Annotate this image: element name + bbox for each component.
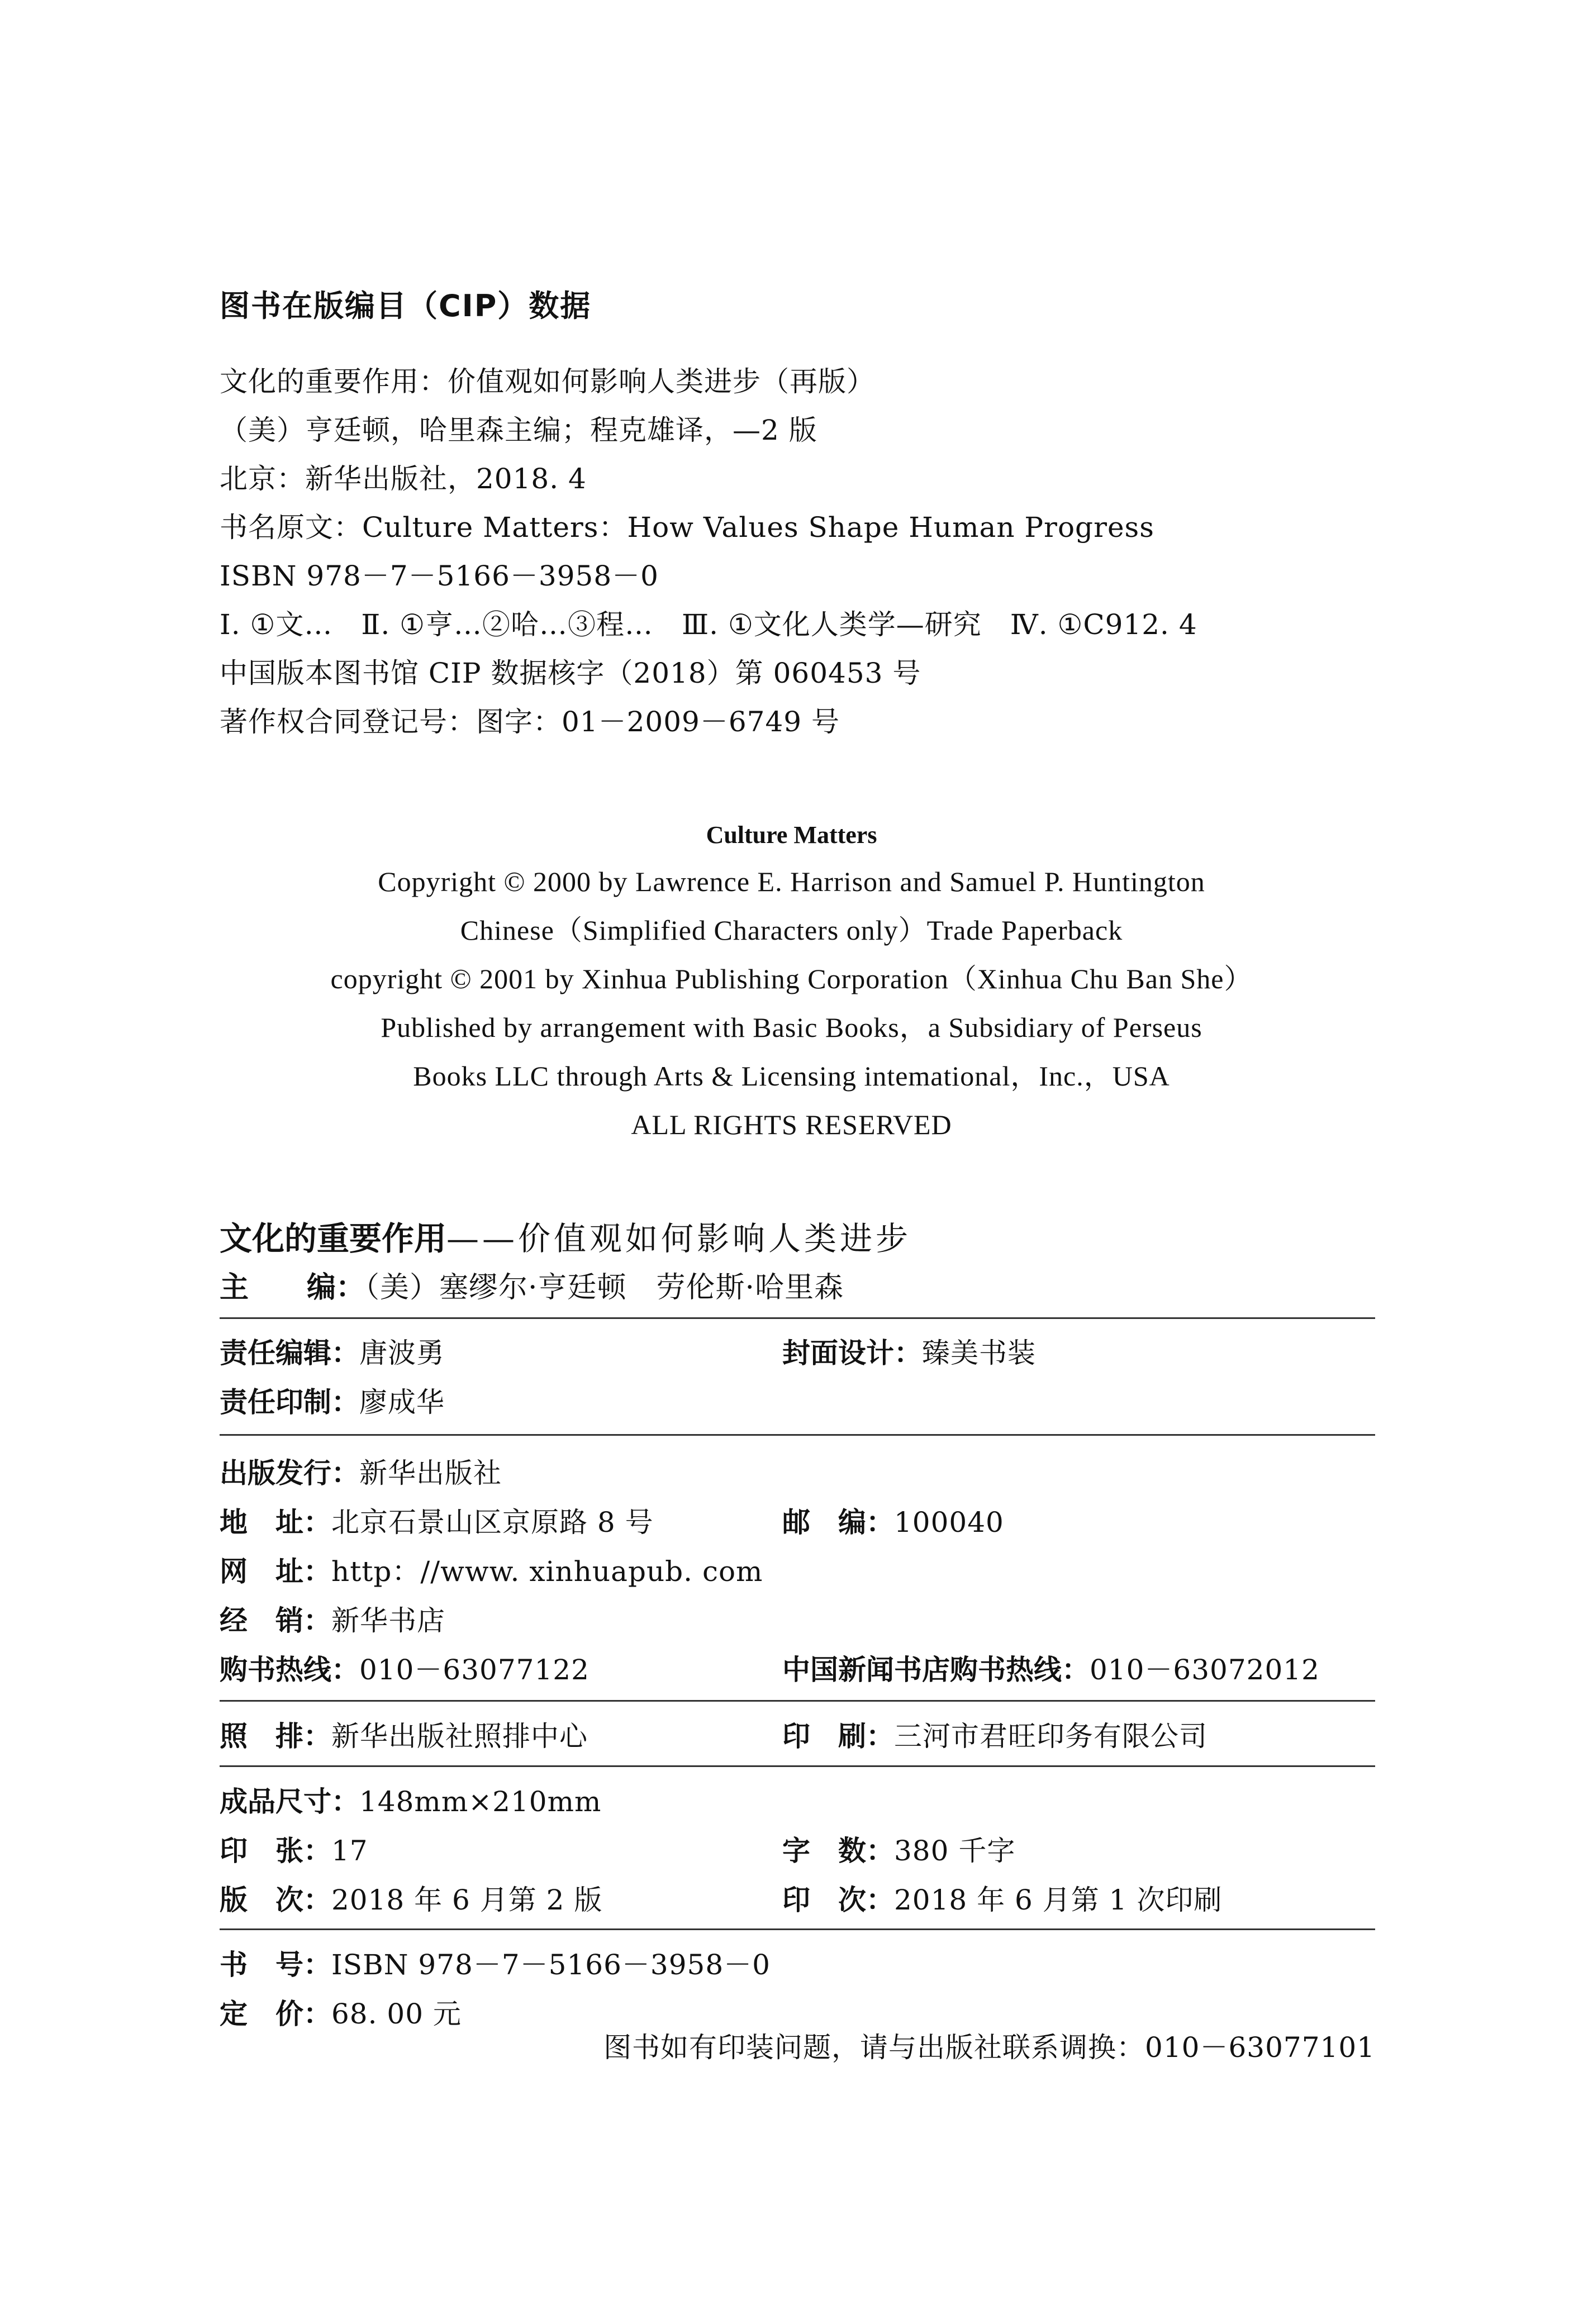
cip-copyright-registration-line: 著作权合同登记号：图字：01－2009－6749 号: [220, 706, 840, 738]
hotline: [220, 1647, 590, 1688]
editors-row: [220, 1264, 844, 1306]
editors-value: （美）塞缪尔·亨廷顿 劳伦斯·哈里森: [365, 1271, 844, 1304]
field-value: 148mm×210mm: [359, 1785, 602, 1818]
copyright-line: Chinese（Simplified Characters only）Trade Paperback: [460, 915, 1123, 946]
field-value: 100040: [894, 1506, 1004, 1539]
field-label: 成品尺寸：: [220, 1785, 359, 1818]
field-value: 新华书店: [331, 1604, 445, 1637]
field-value: http：//www. xinhuapub. com: [331, 1555, 763, 1588]
field-value: 2018 年 6 月第 2 版: [331, 1884, 603, 1916]
field-value: 唐波勇: [359, 1337, 445, 1369]
field-label: 定 价：: [220, 1998, 331, 2030]
website: [220, 1549, 763, 1589]
print-manager: [220, 1380, 445, 1420]
edition: [220, 1878, 602, 1918]
field-label: 印 张：: [220, 1835, 331, 1867]
divider: [220, 1434, 1375, 1436]
printed-sheets: [220, 1828, 368, 1869]
copyright-line: Books LLC through Arts & Licensing intemational，Inc.，USA: [413, 1060, 1170, 1092]
field-value: 2018 年 6 月第 1 次印刷: [894, 1884, 1223, 1916]
field-value: 68. 00 元: [331, 1998, 462, 2030]
address: [220, 1500, 654, 1540]
isbn: [220, 1942, 771, 1983]
printer: [782, 1714, 1208, 1754]
book-title-sub: ——价值观如何影响人类进步: [446, 1220, 912, 1258]
cip-title-line: 文化的重要作用：价值观如何影响人类进步（再版）: [220, 365, 875, 398]
cip-original-title-line: 书名原文：Culture Matters：How Values Shape Human Progress: [220, 511, 1154, 544]
editors-label: 主 编：: [220, 1271, 365, 1304]
copyright-line: ALL RIGHTS RESERVED: [631, 1109, 952, 1140]
field-label: 出版发行：: [220, 1457, 359, 1489]
postcode: [782, 1500, 1004, 1540]
field-value: 新华出版社照排中心: [331, 1720, 588, 1752]
field-value: 010－63072012: [1090, 1654, 1320, 1686]
field-label: 购书热线：: [220, 1654, 359, 1686]
cip-record: [220, 358, 1393, 746]
quality-notice: 图书如有印装问题，请与出版社联系调换：010－63077101: [603, 2031, 1375, 2064]
field-label: 网 址：: [220, 1555, 331, 1588]
field-label: 中国新闻书店购书热线：: [782, 1654, 1090, 1686]
copyright-line: copyright © 2001 by Xinhua Publishing Corporation（Xinhua Chu Ban She）: [330, 963, 1253, 994]
responsible-editor: [220, 1331, 445, 1371]
field-label: 书 号：: [220, 1949, 331, 1981]
field-value: 新华出版社: [359, 1457, 502, 1489]
field-value: 380 千字: [894, 1835, 1016, 1867]
field-label: 字 数：: [782, 1835, 894, 1867]
cip-classification-line: Ⅰ. ①文… Ⅱ. ①亨…②哈…③程… Ⅲ. ①文化人类学—研究 Ⅳ. ①C912. 4: [220, 608, 1197, 641]
cip-number-line: 中国版本图书馆 CIP 数据核字（2018）第 060453 号: [220, 657, 921, 689]
book-title-main: 文化的重要作用: [220, 1220, 447, 1258]
field-value: 臻美书装: [922, 1337, 1036, 1369]
cover-design: [782, 1331, 1036, 1371]
field-label: 地 址：: [220, 1506, 331, 1539]
original-title: Culture Matters: [706, 821, 877, 849]
field-label: 封面设计：: [782, 1337, 922, 1369]
field-label: 印 刷：: [782, 1720, 894, 1752]
field-value: 三河市君旺印务有限公司: [894, 1720, 1208, 1752]
impression: [782, 1878, 1222, 1918]
field-label: 照 排：: [220, 1720, 331, 1752]
finished-size: [220, 1779, 601, 1820]
field-value: ISBN 978－7－5166－3958－0: [331, 1949, 771, 1981]
field-label: 印 次：: [782, 1884, 894, 1916]
cip-publisher-line: 北京：新华出版社，2018. 4: [220, 463, 587, 495]
cn-bookstore-hotline: [782, 1647, 1320, 1688]
field-label: 邮 编：: [782, 1506, 894, 1539]
dealer: [220, 1598, 445, 1639]
field-value: 17: [331, 1835, 368, 1867]
copyright-notice: [0, 813, 1583, 1149]
field-label: 经 销：: [220, 1604, 331, 1637]
book-title: [220, 1212, 911, 1259]
price: [220, 1992, 462, 2032]
cip-heading: 图书在版编目（CIP）数据: [220, 288, 592, 323]
typesetting: [220, 1714, 588, 1754]
field-value: 廖成华: [359, 1386, 445, 1418]
copyright-line: Copyright © 2000 by Lawrence E. Harrison and Samuel P. Huntington: [378, 866, 1205, 897]
word-count: [782, 1828, 1015, 1869]
copyright-line: Published by arrangement with Basic Books，a Subsidiary of Perseus: [381, 1012, 1202, 1043]
cip-isbn-line: ISBN 978－7－5166－3958－0: [220, 560, 659, 592]
field-label: 版 次：: [220, 1884, 331, 1916]
divider: [220, 1928, 1375, 1930]
field-value: 北京石景山区京原路 8 号: [331, 1506, 654, 1539]
cip-author-line: （美）亨廷顿，哈里森主编；程克雄译，—2 版: [220, 414, 817, 446]
field-label: 责任编辑：: [220, 1337, 359, 1369]
publisher: [220, 1451, 502, 1491]
divider: [220, 1317, 1375, 1319]
divider: [220, 1765, 1375, 1767]
divider: [220, 1700, 1375, 1702]
field-label: 责任印制：: [220, 1386, 359, 1418]
field-value: 010－63077122: [359, 1654, 590, 1686]
